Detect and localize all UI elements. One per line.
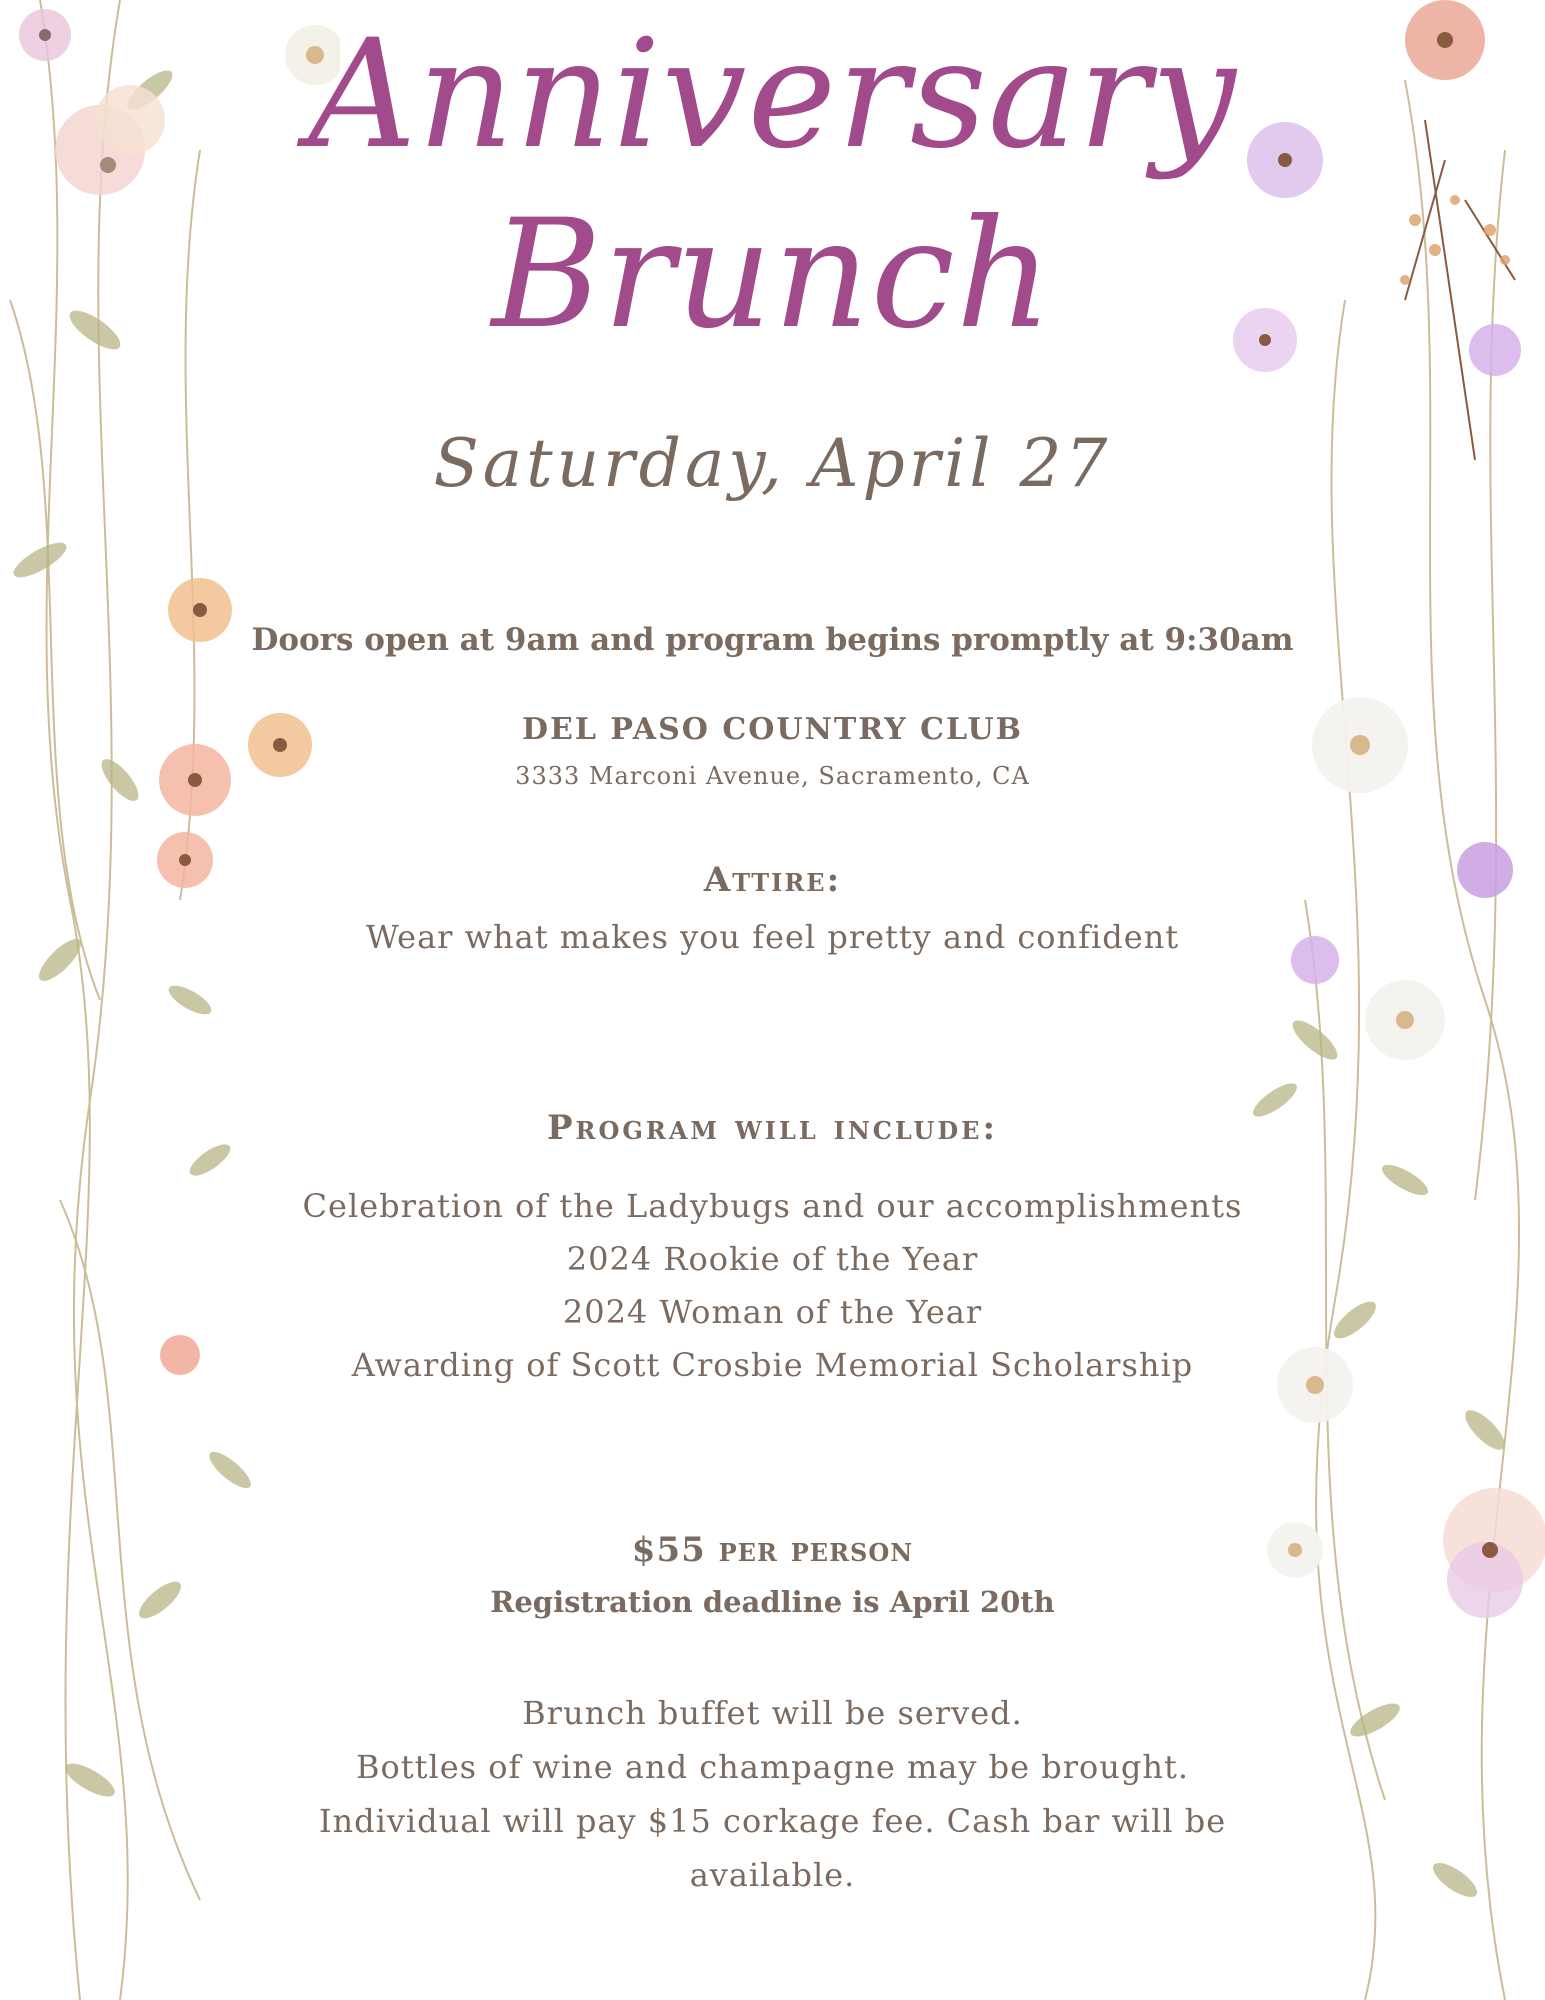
title-line-1: Anniversary <box>308 8 1237 182</box>
program-item: 2024 Rookie of the Year <box>566 1240 979 1278</box>
event-date: Saturday, April 27 <box>433 425 1112 502</box>
attire-text: Wear what makes you feel pretty and confident <box>365 918 1180 956</box>
title-line-2: Brunch <box>491 188 1054 362</box>
note-line: Individual will pay $15 corkage fee. Cash bar will be available. <box>318 1802 1227 1894</box>
program-heading: Program will include: <box>546 1108 999 1148</box>
attire-heading: Attire: <box>703 860 842 900</box>
note-line: Brunch buffet will be served. <box>522 1694 1023 1732</box>
price-text: $55 per person <box>631 1530 914 1570</box>
registration-deadline: Registration deadline is April 20th <box>490 1585 1055 1619</box>
program-list <box>250 1180 1295 1392</box>
note-line: Bottles of wine and champagne may be brought. <box>356 1748 1189 1786</box>
program-item: Awarding of Scott Crosbie Memorial Scholarship <box>351 1346 1194 1384</box>
event-notes <box>250 1686 1295 1902</box>
program-item: 2024 Woman of the Year <box>562 1293 983 1331</box>
venue-address: 3333 Marconi Avenue, Sacramento, CA <box>515 762 1030 790</box>
program-item: Celebration of the Ladybugs and our accomplishments <box>302 1187 1243 1225</box>
venue-name: DEL PASO COUNTRY CLUB <box>522 712 1023 747</box>
doors-open-text: Doors open at 9am and program begins promptly at 9:30am <box>251 622 1294 658</box>
